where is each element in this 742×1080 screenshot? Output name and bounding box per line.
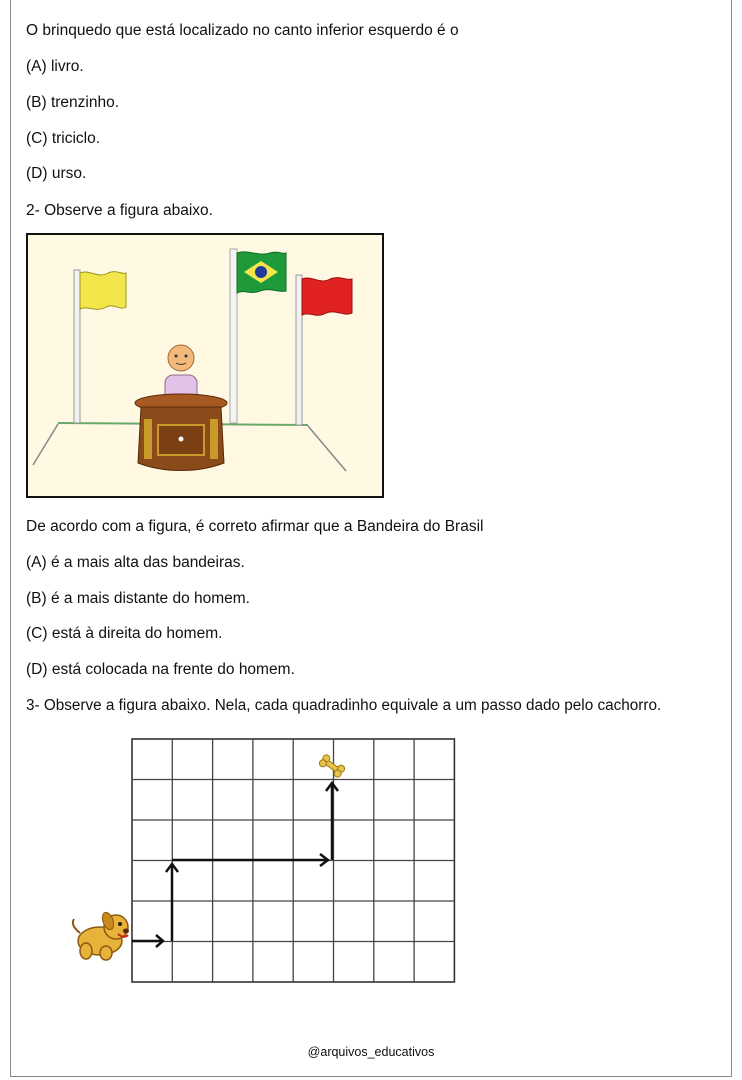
man-eye-right	[185, 355, 188, 358]
man-eye-left	[175, 355, 178, 358]
q3-title: 3- Observe a figura abaixo. Nela, cada quadradinho equivale a um passo dado pelo cachorro.	[26, 697, 662, 714]
flags-figure	[26, 233, 384, 498]
q2-option-c: (C) está à direita do homem.	[26, 625, 223, 642]
stage-left-edge	[33, 424, 58, 465]
steps-grid-svg	[70, 730, 470, 990]
podium-trim-left	[144, 419, 152, 459]
dog-icon	[73, 911, 129, 960]
q1-option-c: (C) triciclo.	[26, 130, 101, 147]
stage-right-edge	[308, 426, 346, 471]
q2-option-a: (A) é a mais alta das bandeiras.	[26, 554, 245, 571]
pole-left	[74, 270, 80, 423]
q1-stem: O brinquedo que está localizado no canto inferior esquerdo é o	[26, 22, 459, 39]
q2-stem: De acordo com a figura, é correto afirmar que a Bandeira do Brasil	[26, 518, 484, 535]
q1-option-b: (B) trenzinho.	[26, 94, 120, 111]
steps-grid-figure	[70, 730, 470, 990]
podium-trim-right	[210, 419, 218, 459]
man-head	[168, 345, 194, 371]
q2-title: 2- Observe a figura abaixo.	[26, 202, 213, 219]
flag-brazil-circle	[255, 266, 267, 278]
podium-knob	[179, 437, 184, 442]
pole-center	[230, 249, 237, 423]
footer-handle: @arquivos_educativos	[307, 1045, 435, 1059]
flag-right-red	[302, 278, 352, 316]
q2-option-b: (B) é a mais distante do homem.	[26, 590, 250, 607]
flag-left-yellow	[80, 272, 126, 310]
pole-right	[296, 275, 302, 425]
q1-option-a: (A) livro.	[26, 58, 84, 75]
q2-option-d: (D) está colocada na frente do homem.	[26, 661, 295, 678]
q1-option-d: (D) urso.	[26, 165, 87, 182]
